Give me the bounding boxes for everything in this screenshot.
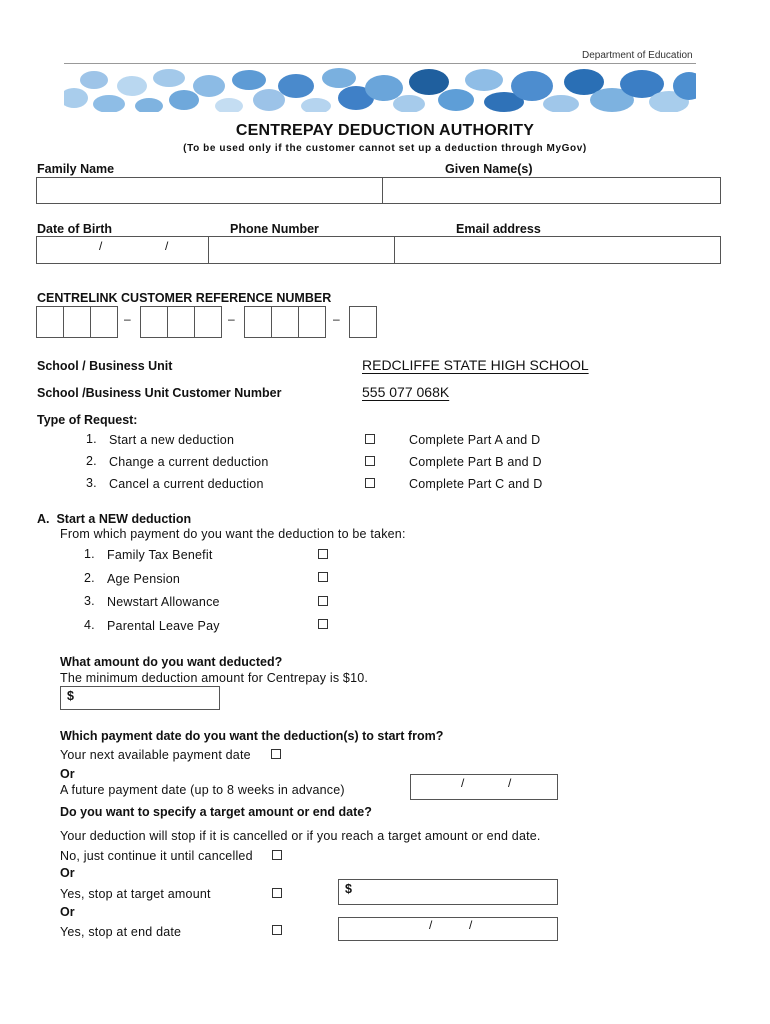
dob-field[interactable] — [36, 236, 209, 264]
school-unit-value: REDCLIFFE STATE HIGH SCHOOL — [362, 357, 589, 373]
crn-digit-box[interactable] — [298, 306, 326, 338]
target-note: Your deduction will stop if it is cancelled or if you reach a target amount or end date. — [60, 829, 541, 843]
request-number: 2. — [86, 454, 97, 468]
date-separator: / — [469, 918, 473, 932]
phone-field[interactable] — [208, 236, 395, 264]
request-action: Complete Part B and D — [409, 455, 542, 469]
age-pension-checkbox[interactable] — [318, 572, 328, 582]
start-date-question: Which payment date do you want the deduction(s) to start from? — [60, 729, 444, 743]
request-new-checkbox[interactable] — [365, 434, 375, 444]
school-number-label: School /Business Unit Customer Number — [37, 386, 282, 400]
newstart-allowance-checkbox[interactable] — [318, 596, 328, 606]
end-date-field[interactable] — [338, 917, 558, 941]
request-option-change: Change a current deduction — [109, 455, 269, 469]
amount-field[interactable] — [60, 686, 220, 710]
request-option-cancel: Cancel a current deduction — [109, 477, 264, 491]
phone-label: Phone Number — [230, 222, 319, 236]
crn-dash: – — [228, 312, 235, 326]
crn-dash: – — [333, 312, 340, 326]
crn-digit-box[interactable] — [349, 306, 377, 338]
payment-newstart-allowance: Newstart Allowance — [107, 595, 220, 609]
family-name-label: Family Name — [37, 162, 115, 176]
payment-number: 2. — [84, 571, 95, 585]
request-option-new: Start a new deduction — [109, 433, 235, 447]
stop-target-amount-label: Yes, stop at target amount — [60, 887, 211, 901]
stop-end-date-checkbox[interactable] — [272, 925, 282, 935]
dob-separator: / — [165, 239, 169, 253]
crn-digit-box[interactable] — [194, 306, 222, 338]
family-name-field[interactable] — [36, 177, 383, 204]
part-a-heading: A. Start a NEW deduction — [37, 512, 192, 526]
request-cancel-checkbox[interactable] — [365, 478, 375, 488]
stop-target-amount-checkbox[interactable] — [272, 888, 282, 898]
school-number-value: 555 077 068K — [362, 384, 450, 400]
payment-number: 3. — [84, 594, 95, 608]
page-title: CENTREPAY DEDUCTION AUTHORITY — [235, 122, 535, 139]
date-separator: / — [461, 776, 465, 790]
payment-parental-leave-pay: Parental Leave Pay — [107, 619, 220, 633]
parental-leave-pay-checkbox[interactable] — [318, 619, 328, 629]
target-amount-field[interactable] — [338, 879, 558, 905]
target-question: Do you want to specify a target amount or end date? — [60, 805, 372, 819]
request-action: Complete Part A and D — [409, 433, 541, 447]
date-separator: / — [508, 776, 512, 790]
payment-number: 1. — [84, 547, 95, 561]
payment-age-pension: Age Pension — [107, 572, 181, 586]
crn-digit-box[interactable] — [90, 306, 118, 338]
family-tax-benefit-checkbox[interactable] — [318, 549, 328, 559]
next-payment-date-label: Your next available payment date — [60, 748, 251, 762]
continue-until-cancelled-label: No, just continue it until cancelled — [60, 849, 253, 863]
request-number: 3. — [86, 476, 97, 490]
stop-end-date-label: Yes, stop at end date — [60, 925, 182, 939]
or-label: Or — [60, 767, 75, 781]
crn-digit-box[interactable] — [271, 306, 299, 338]
amount-note: The minimum deduction amount for Centrepay is $10. — [60, 671, 369, 685]
next-payment-date-checkbox[interactable] — [271, 749, 281, 759]
given-names-label: Given Name(s) — [445, 162, 533, 176]
currency-symbol: $ — [67, 689, 74, 703]
payment-number: 4. — [84, 618, 95, 632]
request-type-label: Type of Request: — [37, 413, 138, 427]
or-label: Or — [60, 866, 75, 880]
request-change-checkbox[interactable] — [365, 456, 375, 466]
or-label: Or — [60, 905, 75, 919]
future-payment-date-label: A future payment date (up to 8 weeks in advance) — [60, 783, 345, 797]
page-subtitle: (To be used only if the customer cannot set up a deduction through MyGov) — [183, 143, 587, 154]
banner-graphic — [64, 68, 696, 112]
payment-family-tax-benefit: Family Tax Benefit — [107, 548, 213, 562]
crn-digit-box[interactable] — [167, 306, 195, 338]
department-name: Department of Education — [582, 50, 693, 61]
dob-label: Date of Birth — [37, 222, 112, 236]
future-date-field[interactable] — [410, 774, 558, 800]
given-names-field[interactable] — [382, 177, 721, 204]
currency-symbol: $ — [345, 882, 352, 896]
dob-separator: / — [99, 239, 103, 253]
crn-digit-box[interactable] — [244, 306, 272, 338]
date-separator: / — [429, 918, 433, 932]
crn-label: CENTRELINK CUSTOMER REFERENCE NUMBER — [37, 291, 332, 305]
request-action: Complete Part C and D — [409, 477, 543, 491]
header-divider — [64, 63, 696, 64]
crn-dash: – — [124, 312, 131, 326]
payment-question: From which payment do you want the deduction to be taken: — [60, 527, 406, 541]
crn-digit-box[interactable] — [36, 306, 64, 338]
school-unit-label: School / Business Unit — [37, 359, 173, 373]
email-field[interactable] — [394, 236, 721, 264]
amount-question: What amount do you want deducted? — [60, 655, 283, 669]
crn-digit-box[interactable] — [63, 306, 91, 338]
crn-digit-box[interactable] — [140, 306, 168, 338]
request-number: 1. — [86, 432, 97, 446]
continue-until-cancelled-checkbox[interactable] — [272, 850, 282, 860]
bubbles-pattern-icon — [64, 68, 696, 112]
email-label: Email address — [456, 222, 541, 236]
